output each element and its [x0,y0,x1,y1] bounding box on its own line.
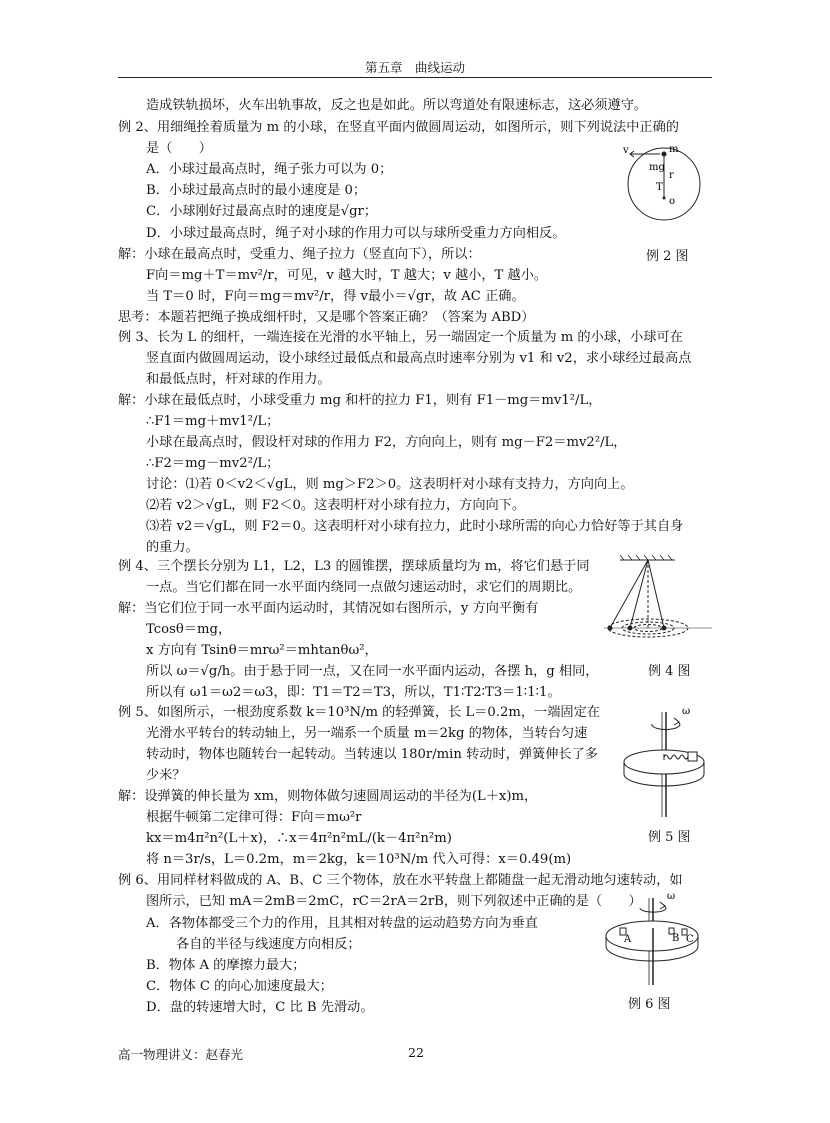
footer-page-number: 22 [408,1045,424,1060]
text-line: ∴F1＝mg＋mv1²/L； [146,414,280,429]
text-line: ∴F2＝mg－mv2²/L； [146,456,280,471]
text-line: 是（ ） [146,141,212,156]
fig5-label-omega: ω [682,706,691,717]
text-line: ⑶若 v2＝√gL，则 F2＝0。这表明杆对小球有拉力，此时小球所需的向心力恰好等于其自身 [146,519,684,534]
figure-4-conical-pendulum-diagram [600,555,720,650]
figure-caption-6: 例 6 图 [628,997,671,1012]
text-line: 例 4、三个摆长分别为 L1，L2，L3 的圆锥摆，摆球质量均为 m，将它们悬于同 [118,559,590,574]
text-line: B．物体 A 的摩擦力最大； [146,958,306,973]
fig2-label-o: o [669,196,676,207]
text-line: A．各物体都受三个力的作用，且其相对转盘的运动趋势方向为垂直 [146,916,538,931]
text-line: 将 n＝3r/s，L＝0.2m，m＝2kg，k＝10³N/m 代入可得：x＝0.49(m) [146,852,572,867]
text-line: 例 5、如图所示，一根劲度系数 k＝10³N/m 的轻弹簧，长 L＝0.2m，一端固定在 [118,705,600,720]
text-line: Tcosθ＝mg， [146,622,232,637]
text-line: 各自的半径与线速度方向相反； [176,937,361,952]
text-line: C．物体 C 的向心加速度最大； [146,979,333,994]
text-line: 所以 ω＝√g/h。由于悬于同一点，又在同一水平面内运动，各摆 h，g 相同， [146,664,599,679]
text-line: 解：当它们位于同一水平面内运动时，其情况如右图所示，y 方向平衡有 [118,601,539,616]
text-line: 竖直面内做圆周运动，设小球经过最低点和最高点时速率分别为 v1 和 v2，求小球经过最高点 [146,351,692,366]
header-rule [118,77,712,78]
fig6-label-C: C [686,934,694,945]
text-line: kx＝m4π²n²(L＋x)，∴x＝4π²n²mL/(k－4π²n²m) [146,831,452,846]
fig2-label-r: r [669,170,674,181]
figure-2-circle-diagram [620,140,710,220]
text-line: 例 2、用细绳拴着质量为 m 的小球，在竖直平面内做圆周运动，如图所示，则下列说法中正确的 [118,120,679,135]
figure-caption-4: 例 4 图 [648,664,691,679]
text-line: 解：小球在最低点时，小球受重力 mg 和杆的拉力 F1，则有 F1－mg＝mv1²/L， [118,393,602,408]
fig2-label-T: T [656,182,663,193]
text-line: 根据牛顿第二定律可得：F向＝mω²r [146,810,362,825]
text-line: 解：设弹簧的伸长量为 xm，则物体做匀速圆周运动的半径为(L＋x)m， [118,789,538,804]
text-line: A．小球过最高点时，绳子张力可以为 0； [146,162,393,177]
text-line: B．小球过最高点时的最小速度是 0； [146,183,367,198]
text-line: 和最低点时，杆对球的作用力。 [146,372,331,387]
figure-6-turntable-blocks-diagram [600,890,710,990]
text-line: 例 3、长为 L 的细杆，一端连接在光滑的水平轴上，另一端固定一个质量为 m 的小球，小球可在 [118,330,683,345]
text-line: 图所示，已知 mA＝2mB＝2mC，rC＝2rA＝2rB，则下列叙述中正确的是（ ） [146,894,642,909]
text-line: 一点。当它们都在同一水平面内绕同一点做匀速运动时，求它们的周期比。 [146,580,582,595]
fig6-label-omega: ω [667,891,676,902]
text-line: 例 6、用同样材料做成的 A、B、C 三个物体，放在水平转盘上都随盘一起无滑动地匀速转动，如 [118,873,683,888]
figure-5-turntable-spring-diagram [622,702,722,822]
fig2-label-mg: mg [649,162,665,173]
fig2-label-v: v [623,145,629,156]
text-line: 光滑水平转台的转动轴上，另一端系一个质量 m＝2kg 的物体，当转台匀速 [146,726,588,741]
page-header: 第五章 曲线运动 [364,60,465,75]
text-line: 小球在最高点时，假设杆对球的作用力 F2，方向向上，则有 mg－F2＝mv2²/L， [146,435,627,450]
text-line: 造成铁轨损坏，火车出轨事故，反之也是如此。所以弯道处有限速标志，这必须遵守。 [146,98,648,113]
fig6-label-B: B [672,933,680,944]
text-line: x 方向有 Tsinθ＝mrω²＝mhtanθω²， [146,643,378,658]
text-line: 解：小球在最高点时，受重力、绳子拉力（竖直向下），所以： [118,247,481,262]
text-line: 讨论：⑴若 0＜v2＜√gL，则 mg＞F2＞0。这表明杆对小球有支持力，方向向上。 [146,477,634,492]
text-line: 当 T＝0 时，F向＝mg＝mv²/r，得 v最小＝√gr，故 AC 正确。 [146,289,525,304]
figure-caption-2: 例 2 图 [646,249,689,264]
text-line: 的重力。 [146,540,199,555]
text-line: D．小球过最高点时，绳子对小球的作用力可以与球所受重力方向相反。 [146,226,566,241]
footer-author: 高一物理讲义：赵春光 [118,1047,244,1062]
text-line: C．小球刚好过最高点时的速度是√gr； [146,204,378,219]
fig2-label-m: m [669,144,679,155]
figure-caption-5: 例 5 图 [648,830,691,845]
fig6-label-A: A [624,934,632,945]
text-line: 转动时，物体也随转台一起转动。当转速以 180r/min 转动时，弹簧伸长了多 [146,747,598,762]
text-line: 少米？ [146,768,186,783]
text-line: 思考：本题若把绳子换成细杆时，又是哪个答案正确？（答案为 ABD） [118,310,535,325]
text-line: 所以有 ω1＝ω2＝ω3，即：T1＝T2＝T3，所以，T1∶T2∶T3＝1∶1∶1。 [146,685,561,700]
text-line: D．盘的转速增大时，C 比 B 先滑动。 [146,1000,374,1015]
text-line: ⑵若 v2＞√gL，则 F2＜0。这表明杆对小球有拉力，方向向下。 [146,498,526,513]
text-line: F向＝mg＋T＝mv²/r，可见，v 越大时，T 越大；v 越小，T 越小。 [146,268,548,283]
